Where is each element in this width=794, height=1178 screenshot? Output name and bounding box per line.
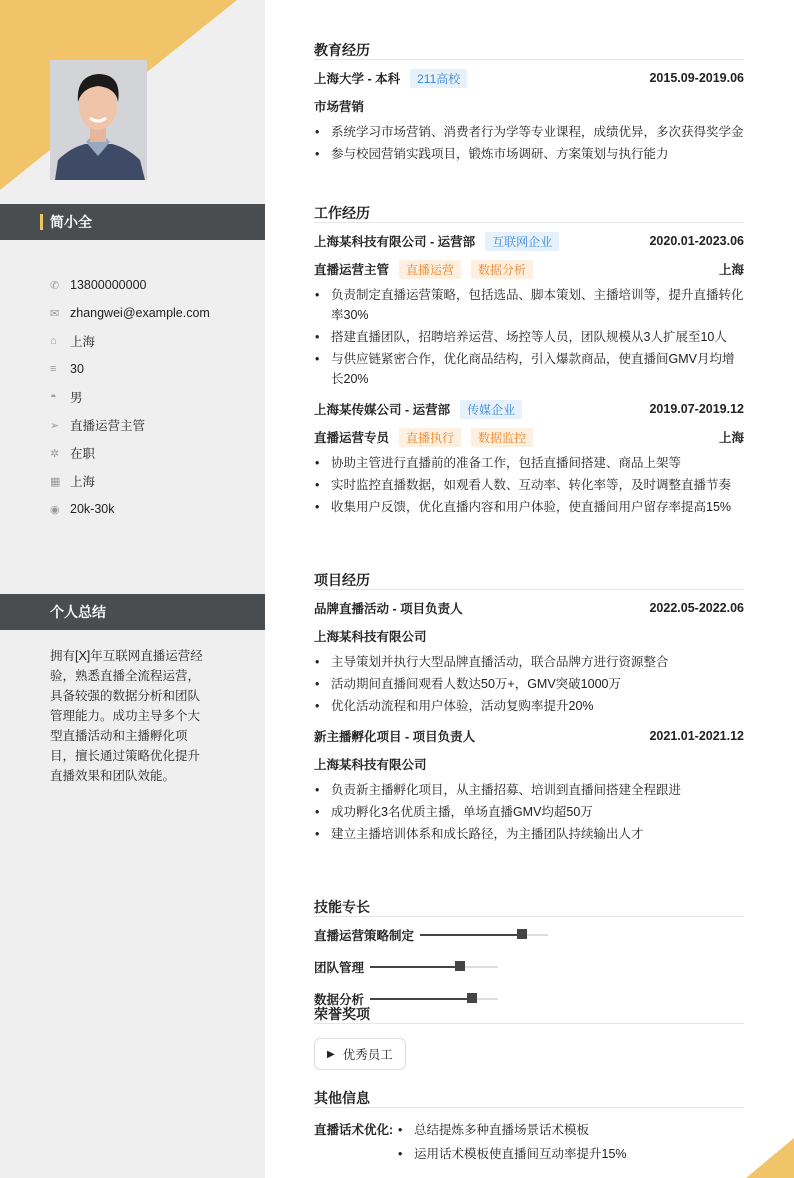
project-entry: [314, 594, 744, 716]
status-icon: ✲: [50, 447, 60, 460]
company: 上海某科技有限公司 - 运营部: [314, 235, 476, 249]
list-item: • 收集用户反馈，优化直播内容和用户体验，使直播间用户留存率提高15%: [314, 497, 744, 517]
candidate-name: 简小全: [50, 214, 92, 230]
contact-item: [50, 383, 210, 411]
salary-icon: ◉: [50, 503, 60, 516]
contact-item: [50, 299, 210, 327]
company: 上海某传媒公司 - 运营部: [314, 403, 451, 417]
list-item: • 运用话术模板使直播间互动率提升15%: [397, 1142, 627, 1166]
project-section: [314, 570, 744, 846]
summary-text: 拥有[X]年互联网直播运营经验，熟悉直播全流程运营，具备较强的数据分析和团队管理能力。成功主导多个大型直播活动和主播孵化项目，擅长通过策略优化提升直播效果和团队效能。: [50, 649, 203, 783]
list-item: • 优化活动流程和用户体验，活动复购率提升20%: [314, 696, 744, 716]
work-date: 2019.07-2019.12: [649, 402, 744, 416]
section-title: 教育经历: [314, 40, 744, 60]
honors-section: [314, 1004, 744, 1070]
award-label: 优秀员工: [342, 1048, 393, 1062]
play-triangle-icon: ▶: [327, 1048, 335, 1060]
sidebar: [0, 0, 265, 1178]
section-title: 技能专长: [314, 897, 744, 917]
skill-level-bar: [370, 966, 498, 968]
contact-item: [50, 439, 210, 467]
project-name: 品牌直播活动 - 项目负责人: [314, 602, 463, 616]
skill-name: 数据分析: [314, 993, 365, 1007]
work-section: [314, 203, 744, 519]
contact-value: 直播运营主管: [70, 419, 146, 433]
list-item: • 负责制定直播运营策略，包括选品、脚本策划、主播培训等，提升直播转化率30%: [314, 285, 744, 325]
name-bar: [0, 204, 265, 240]
skill-tag: 数据分析: [471, 260, 533, 279]
accent-mark: [40, 214, 43, 230]
list-item: • 实时监控直播数据，如观看人数、互动率、转化率等，及时调整直播节奏: [314, 475, 744, 495]
skill-tag: 直播运营: [399, 260, 461, 279]
skill-level-bar: [420, 934, 548, 936]
role: 直播运营专员: [314, 431, 390, 445]
work-entry: [314, 395, 744, 517]
section-title: 项目经历: [314, 570, 744, 590]
role: 直播运营主管: [314, 263, 390, 277]
list-item: • 协助主管进行直播前的准备工作，包括直播间搭建、商品上架等: [314, 453, 744, 473]
list-item: • 活动期间直播间观看人数达50万+，GMV突破1000万: [314, 674, 744, 694]
company-tag: 传媒企业: [460, 400, 522, 419]
age-icon: ≡: [50, 363, 57, 375]
contact-item: [50, 271, 210, 299]
section-title: 荣誉奖项: [314, 1004, 744, 1024]
skill-name: 直播运营策略制定: [314, 929, 415, 943]
contact-item: [50, 495, 210, 523]
summary-title: 个人总结: [50, 604, 106, 620]
skill-level-thumb: [517, 929, 527, 939]
skill-name: 团队管理: [314, 961, 365, 975]
contact-value: 上海: [70, 335, 96, 349]
project-entry: [314, 722, 744, 844]
city: 上海: [718, 263, 744, 277]
project-org: 上海某科技有限公司: [314, 630, 427, 644]
school-tag: 211高校: [410, 69, 467, 88]
skill-tag: 数据监控: [471, 428, 533, 447]
send-icon: ➢: [50, 419, 60, 432]
major: 市场营销: [314, 100, 365, 114]
phone-icon: ✆: [50, 279, 60, 292]
edu-bullets: [314, 122, 744, 164]
project-org: 上海某科技有限公司: [314, 758, 427, 772]
other-label: 直播话术优化:: [314, 1123, 394, 1137]
contact-value: 在职: [70, 447, 96, 461]
list-item: • 系统学习市场营销、消费者行为学等专业课程，成绩优异，多次获得奖学金: [314, 122, 744, 142]
city: 上海: [718, 431, 744, 445]
summary-bar: [0, 594, 265, 630]
contact-value: 30: [70, 362, 84, 376]
contact-list: [50, 271, 210, 523]
skill-level-thumb: [467, 993, 477, 1003]
avatar-photo: [50, 60, 147, 180]
list-item: • 负责新主播孵化项目，从主播招募、培训到直播间搭建全程跟进: [314, 780, 744, 800]
contact-value: zhangwei@example.com: [70, 306, 210, 320]
skill-item: [314, 951, 498, 983]
contact-value: 20k-30k: [70, 502, 115, 516]
skill-item: [314, 919, 548, 951]
school: 上海大学 - 本科: [314, 72, 401, 86]
list-item: • 搭建直播团队，招聘培养运营、场控等人员，团队规模从3人扩展至10人: [314, 327, 744, 347]
contact-value: 13800000000: [70, 278, 147, 292]
skill-level-bar: [370, 998, 498, 1000]
skills-section: [314, 897, 744, 1015]
contact-item: [50, 467, 210, 495]
contact-item: [50, 355, 210, 383]
project-date: 2021.01-2021.12: [649, 729, 744, 743]
list-item: • 参与校园营销实践项目，锻炼市场调研、方案策划与执行能力: [314, 144, 744, 164]
list-item: • 总结提炼多种直播场景话术模板: [397, 1118, 627, 1142]
edu-date: 2015.09-2019.06: [649, 71, 744, 85]
work-entry: [314, 227, 744, 389]
other-section: [314, 1088, 744, 1166]
skill-tag: 直播执行: [399, 428, 461, 447]
list-item: • 成功孵化3名优质主播，单场直播GMV均超50万: [314, 802, 744, 822]
company-tag: 互联网企业: [485, 232, 559, 251]
list-item: • 与供应链紧密合作，优化商品结构，引入爆款商品，使直播间GMV月均增长20%: [314, 349, 744, 389]
section-title: 工作经历: [314, 203, 744, 223]
award-badge[interactable]: [314, 1038, 406, 1070]
project-date: 2022.05-2022.06: [649, 601, 744, 615]
skill-level-thumb: [455, 961, 465, 971]
building-icon: ▦: [50, 475, 61, 488]
contact-value: 上海: [70, 475, 96, 489]
mail-icon: ✉: [50, 307, 60, 320]
list-item: • 建立主播培训体系和成长路径，为主播团队持续输出人才: [314, 824, 744, 844]
contact-item: [50, 411, 210, 439]
gender-icon: ◓: [50, 391, 57, 403]
project-name: 新主播孵化项目 - 项目负责人: [314, 730, 476, 744]
home-icon: ⌂: [50, 335, 57, 347]
decor-corner: [744, 1138, 794, 1178]
section-title: 其他信息: [314, 1088, 744, 1108]
contact-item: [50, 327, 210, 355]
contact-value: 男: [70, 391, 83, 405]
list-item: • 主导策划并执行大型品牌直播活动，联合品牌方进行资源整合: [314, 652, 744, 672]
education-section: [314, 40, 744, 166]
work-date: 2020.01-2023.06: [649, 234, 744, 248]
